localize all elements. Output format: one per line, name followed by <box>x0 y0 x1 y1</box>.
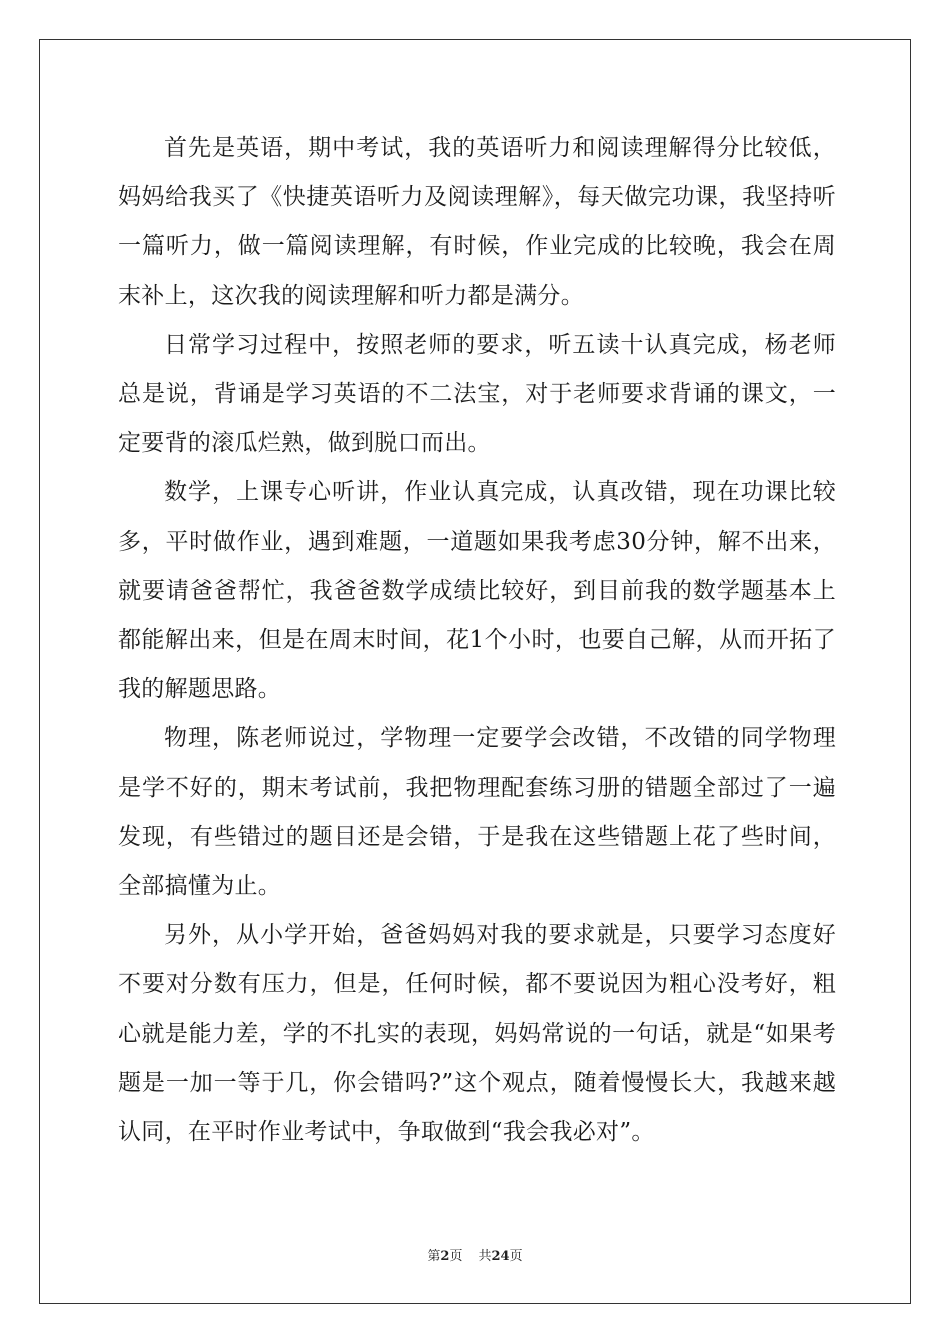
page-prefix: 第 <box>427 1249 441 1264</box>
document-body <box>118 124 836 1157</box>
page-suffix: 页 <box>449 1249 463 1264</box>
paragraph-english: 首先是英语，期中考试，我的英语听力和阅读理解得分比较低，妈妈给我买了《快捷英语听力及阅读理解》，每天做完功课，我坚持听一篇听力，做一篇阅读理解，有时候，作业完成的比较晚，我会在周末补上，这次我的阅读理解和听力都是满分。 <box>118 135 836 309</box>
total-pages: 24 <box>491 1249 510 1264</box>
paragraph-daily-study: 日常学习过程中，按照老师的要求，听五读十认真完成，杨老师总是说，背诵是学习英语的不二法宝，对于老师要求背诵的课文，一定要背的滚瓜烂熟，做到脱口而出。 <box>118 331 836 457</box>
paragraph-attitude: 另外，从小学开始，爸爸妈妈对我的要求就是，只要学习态度好不要对分数有压力，但是，任何时候，都不要说因为粗心没考好，粗心就是能力差，学的不扎实的表现，妈妈常说的一句话，就是“如果考题是一加一等于几，你会错吗?”这个观点，随着慢慢长大，我越来越认同，在平时作业考试中，争取做到“我会我必对”。 <box>118 922 836 1146</box>
paragraph-math: 数学，上课专心听讲，作业认真完成，认真改错，现在功课比较多，平时做作业，遇到难题，一道题如果我考虑30分钟，解不出来，就要请爸爸帮忙，我爸爸数学成绩比较好，到目前我的数学题基本上都能解出来，但是在周末时间，花1个小时，也要自己解，从而开拓了我的解题思路。 <box>118 479 836 703</box>
total-prefix: 共 <box>478 1249 492 1264</box>
total-suffix: 页 <box>509 1249 523 1264</box>
page-footer <box>0 1245 950 1264</box>
paragraph-physics: 物理，陈老师说过，学物理一定要学会改错，不改错的同学物理是学不好的，期末考试前，我把物理配套练习册的错题全部过了一遍发现，有些错过的题目还是会错，于是我在这些错题上花了些时间，全部搞懂为止。 <box>118 725 836 900</box>
page-number: 2 <box>440 1249 450 1264</box>
